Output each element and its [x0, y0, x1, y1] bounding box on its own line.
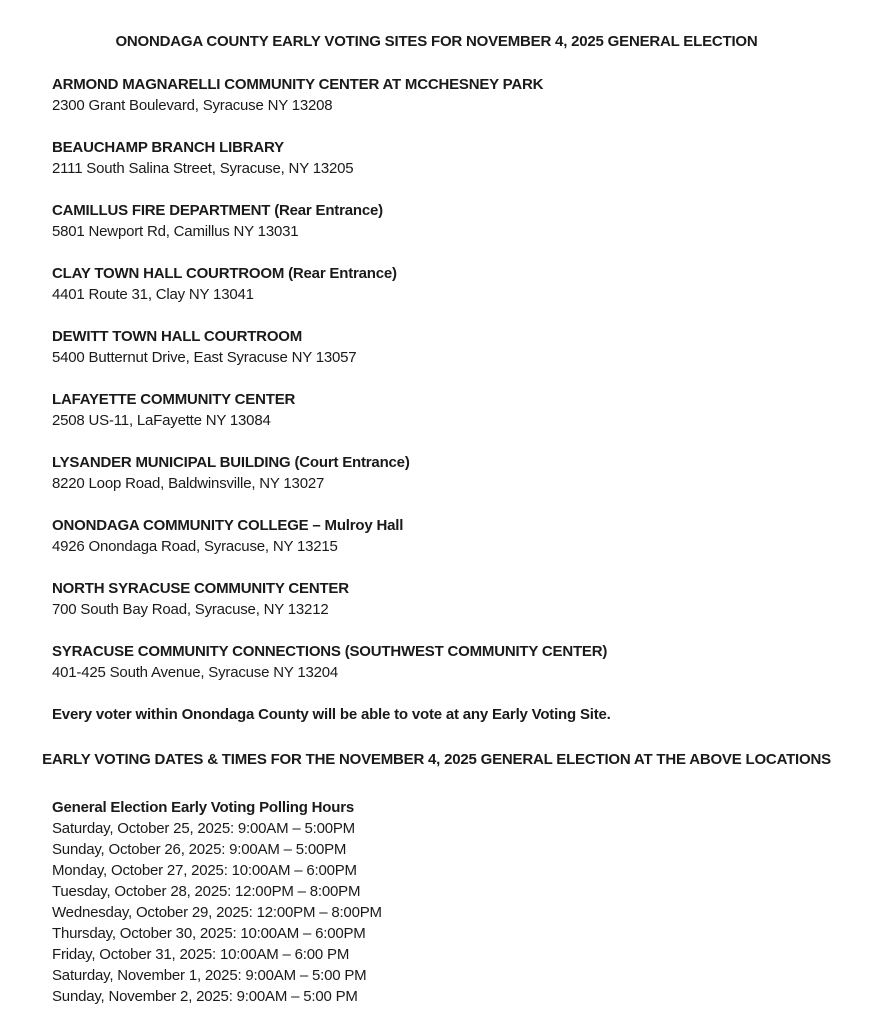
- site-entry: [52, 578, 833, 620]
- polling-hours-heading: General Election Early Voting Polling Hours: [52, 799, 355, 816]
- polling-hours-section: [0, 797, 873, 1007]
- site-address: 4926 Onondaga Road, Syracuse, NY 13215: [52, 538, 338, 555]
- site-address: 8220 Loop Road, Baldwinsville, NY 13027: [52, 475, 325, 492]
- polling-hours-line: Saturday, October 25, 2025: 9:00AM – 5:00PM: [52, 820, 355, 837]
- site-entry: [52, 452, 833, 494]
- polling-hours-line: Sunday, October 26, 2025: 9:00AM – 5:00PM: [52, 841, 347, 858]
- site-address: 2300 Grant Boulevard, Syracuse NY 13208: [52, 97, 333, 114]
- site-name: ONONDAGA COMMUNITY COLLEGE – Mulroy Hall: [52, 517, 404, 534]
- site-entry: [52, 200, 833, 242]
- site-address: 2508 US-11, LaFayette NY 13084: [52, 412, 271, 429]
- site-name: CAMILLUS FIRE DEPARTMENT (Rear Entrance): [52, 202, 383, 219]
- site-entry: [52, 263, 833, 305]
- polling-hours-line: Monday, October 27, 2025: 10:00AM – 6:00PM: [52, 862, 357, 879]
- site-name: SYRACUSE COMMUNITY CONNECTIONS (SOUTHWEST COMMUNITY CENTER): [52, 643, 608, 660]
- site-address: 401-425 South Avenue, Syracuse NY 13204: [52, 664, 339, 681]
- dates-times-heading: EARLY VOTING DATES & TIMES FOR THE NOVEMBER 4, 2025 GENERAL ELECTION AT THE ABOVE LOCATIONS: [42, 751, 831, 768]
- site-entry: [52, 137, 833, 179]
- polling-hours-line: Sunday, November 2, 2025: 9:00AM – 5:00 PM: [52, 988, 358, 1005]
- site-address: 5400 Butternut Drive, East Syracuse NY 13057: [52, 349, 357, 366]
- voter-note: Every voter within Onondaga County will be able to vote at any Early Voting Site.: [52, 706, 611, 723]
- site-name: BEAUCHAMP BRANCH LIBRARY: [52, 139, 284, 156]
- polling-hours-line: Tuesday, October 28, 2025: 12:00PM – 8:00PM: [52, 883, 361, 900]
- site-address: 700 South Bay Road, Syracuse, NY 13212: [52, 601, 329, 618]
- polling-hours-line: Saturday, November 1, 2025: 9:00AM – 5:00 PM: [52, 967, 367, 984]
- site-entry: [52, 641, 833, 683]
- site-name: DEWITT TOWN HALL COURTROOM: [52, 328, 303, 345]
- polling-hours-line: Friday, October 31, 2025: 10:00AM – 6:00 PM: [52, 946, 350, 963]
- polling-hours-line: Wednesday, October 29, 2025: 12:00PM – 8:00PM: [52, 904, 382, 921]
- site-address: 5801 Newport Rd, Camillus NY 13031: [52, 223, 299, 240]
- site-address: 2111 South Salina Street, Syracuse, NY 13205: [52, 160, 354, 177]
- site-name: NORTH SYRACUSE COMMUNITY CENTER: [52, 580, 349, 597]
- site-name: LAFAYETTE COMMUNITY CENTER: [52, 391, 296, 408]
- site-address: 4401 Route 31, Clay NY 13041: [52, 286, 254, 303]
- site-entry: [52, 515, 833, 557]
- polling-hours-line: Thursday, October 30, 2025: 10:00AM – 6:00PM: [52, 925, 366, 942]
- site-name: ARMOND MAGNARELLI COMMUNITY CENTER AT MCCHESNEY PARK: [52, 76, 544, 93]
- page-title: ONONDAGA COUNTY EARLY VOTING SITES FOR NOVEMBER 4, 2025 GENERAL ELECTION: [115, 33, 758, 50]
- site-entry: [52, 389, 833, 431]
- site-entry: [52, 326, 833, 368]
- site-name: LYSANDER MUNICIPAL BUILDING (Court Entrance): [52, 454, 410, 471]
- document-content: [0, 74, 873, 725]
- site-name: CLAY TOWN HALL COURTROOM (Rear Entrance): [52, 265, 397, 282]
- site-entry: [52, 74, 833, 116]
